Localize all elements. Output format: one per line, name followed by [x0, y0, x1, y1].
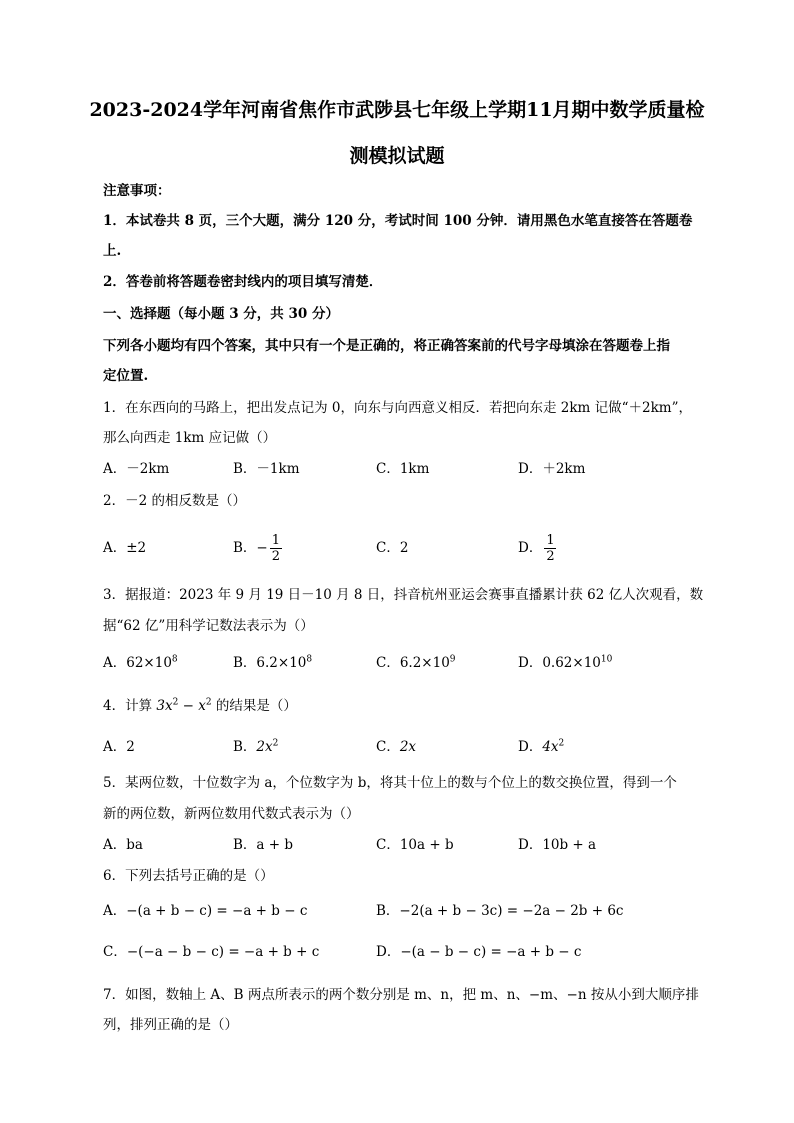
q2-option-d-fraction: [544, 533, 556, 564]
q7-stem-line1: 7．如图，数轴上 A、B 两点所表示的两个数分别是 m、n，把 m、n、−m、−n 按从小到大顺序排: [103, 987, 699, 1003]
q5-stem-line2: 新的两位数，新两位数用代数式表示为（）: [103, 806, 360, 822]
q3-option-a: [103, 648, 178, 678]
q4-d-expr: 4x: [542, 739, 559, 755]
q4-suffix: 的结果是（）: [211, 698, 297, 714]
q4-term-a-exponent: 2: [172, 697, 179, 708]
q1-option-a: A．－2km: [103, 461, 170, 477]
note-1-line1: 1．本试卷共 8 页，三个大题，满分 120 分，考试时间 100 分钟．请用黑色水笔直接答在答题卷: [103, 213, 693, 229]
page-title-line1: 2023-2024学年河南省焦作市武陟县七年级上学期11月期中数学质量检: [89, 99, 705, 121]
q4-term-b-exponent: 2: [205, 697, 212, 708]
page-title-line2: 测模拟试题: [349, 145, 445, 167]
q3-c-exponent: 9: [449, 654, 456, 665]
section-1-instruction-line2: 定位置.: [103, 368, 149, 384]
q5-option-b: B．a + b: [233, 837, 294, 853]
q6-option-b: B．−2(a + b − 3c) = −2a − 2b + 6c: [376, 903, 624, 919]
q1-stem-line2: 那么向西走 1km 应记做（）: [103, 430, 277, 446]
q2-b-numerator: 1: [271, 533, 281, 548]
q4-b-expr: 2x: [256, 739, 273, 755]
note-2: 2．答卷前将答题卷密封线内的项目填写清楚．: [103, 274, 383, 290]
q4-c-expr: 2x: [399, 739, 417, 755]
q4-d-prefix: D．: [518, 739, 543, 755]
q2-option-d: [518, 530, 557, 566]
q2-d-denominator: 2: [546, 549, 555, 564]
q3-c-base: C．6.2×10: [376, 655, 450, 671]
q4-option-b: [233, 732, 278, 762]
q3-b-exponent: 8: [306, 654, 313, 665]
q6-options-row1: [103, 896, 703, 926]
q6-stem: 6．下列去括号正确的是（）: [103, 868, 274, 884]
q3-d-exponent: 10: [600, 654, 613, 665]
q2-option-c: C．2: [376, 540, 409, 556]
q3-d-base: D．0.62×10: [518, 655, 601, 671]
q4-minus: −: [178, 698, 199, 714]
q4-prefix: 4．计算: [103, 698, 157, 714]
q7-stem-line2: 列，排列正确的是（）: [103, 1017, 238, 1033]
q2-option-b: [233, 530, 282, 566]
q3-option-d: [518, 648, 612, 678]
q4-option-a: A．2: [103, 739, 135, 755]
q5-options: [103, 830, 703, 860]
q4-option-d: [518, 732, 564, 762]
q6-option-a: A．−(a + b − c) = −a + b − c: [103, 903, 308, 919]
q4-term-b: x: [198, 698, 206, 714]
q2-options: [103, 530, 703, 566]
q4-term-a: 3x: [156, 698, 173, 714]
q2-stem: 2．－2 的相反数是（）: [103, 493, 246, 509]
q3-option-c: [376, 648, 456, 678]
q3-options: [103, 648, 703, 678]
q3-option-b: [233, 648, 312, 678]
q1-option-c: C．1km: [376, 461, 430, 477]
note-1-line2: 上.: [103, 243, 122, 259]
q1-option-d: D．＋2km: [518, 461, 586, 477]
q3-stem-line1: 3．据报道：2023 年 9 月 19 日－10 月 8 日，抖音杭州亚运会赛事直播累计获 62 亿人次观看，数: [103, 587, 704, 603]
q4-stem: [103, 696, 703, 716]
section-1-instruction-line1: 下列各小题均有四个答案，其中只有一个是正确的，将正确答案前的代号字母填涂在答题卷上指: [103, 338, 670, 354]
q3-a-exponent: 8: [171, 654, 178, 665]
q4-options: [103, 732, 703, 762]
q6-options-row2: [103, 937, 703, 967]
q2-option-b-fraction: [270, 533, 282, 564]
q5-stem-line1: 5．某两位数，十位数字为 a，个位数字为 b，将其十位上的数与个位上的数交换位置，得到一个: [103, 775, 677, 791]
q5-option-d: D．10b + a: [518, 837, 597, 853]
q4-c-prefix: C．: [376, 739, 400, 755]
q2-option-a: A．±2: [103, 540, 147, 556]
q1-option-b: B．－1km: [233, 461, 300, 477]
q5-option-c: C．10a + b: [376, 837, 454, 853]
q5-option-a: A．ba: [103, 837, 143, 853]
q2-option-d-prefix: D．: [518, 540, 543, 556]
q1-stem-line1: 1．在东西向的马路上，把出发点记为 0，向东与向西意义相反．若把向东走 2km 记做“＋2km”，: [103, 400, 692, 416]
q6-option-c: C．−(−a − b − c) = −a + b + c: [103, 944, 320, 960]
section-1-heading: 一、选择题（每小题 3 分，共 30 分）: [103, 306, 339, 322]
q2-b-denominator: 2: [271, 549, 281, 564]
q4-option-c: [376, 732, 416, 762]
q3-a-base: A．62×10: [103, 655, 172, 671]
q4-b-exponent: 2: [272, 738, 279, 749]
q2-d-numerator: 1: [546, 533, 555, 548]
notes-heading: 注意事项：: [103, 183, 171, 199]
q6-option-d: D．−(a − b − c) = −a + b − c: [376, 944, 582, 960]
q3-stem-line2: 据“62 亿”用科学记数法表示为（）: [103, 618, 314, 634]
q2-option-b-prefix: B．−: [233, 540, 268, 556]
q1-options: [103, 454, 703, 484]
q4-b-prefix: B．: [233, 739, 257, 755]
q3-b-base: B．6.2×10: [233, 655, 307, 671]
q4-d-exponent: 2: [558, 738, 565, 749]
